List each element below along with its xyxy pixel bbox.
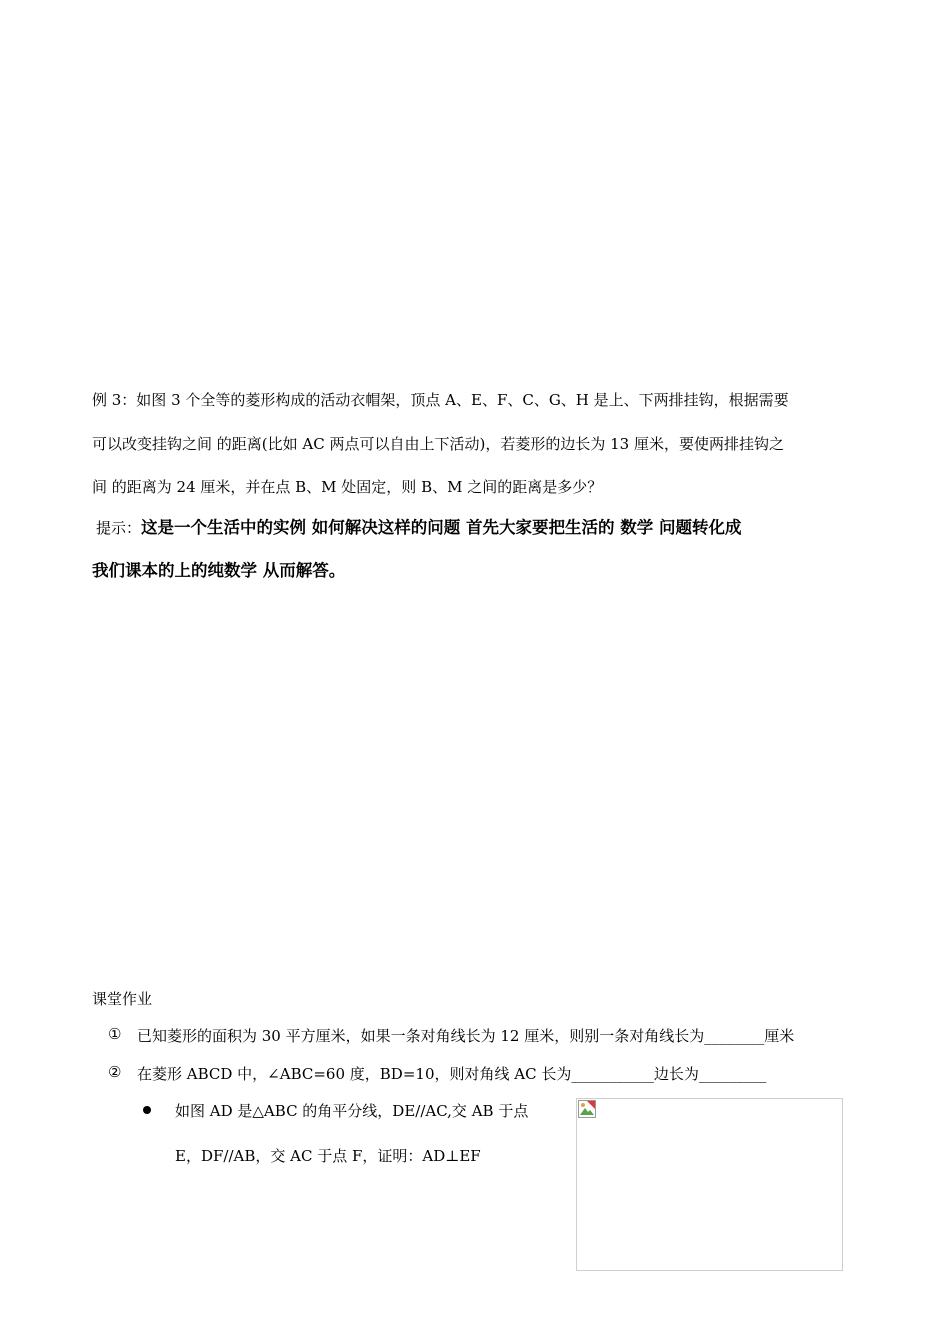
bullet-item-line-1: 如图 AD 是△ABC 的角平分线，DE//AC,交 AB 于点: [175, 1102, 529, 1120]
item-text-2: 在菱形 ABCD 中，∠ABC=60 度，BD=10，则对角线 AC 长为___________边长为_________: [137, 1065, 767, 1083]
hint-line-1: [96, 514, 742, 538]
bullet-icon: [143, 1106, 151, 1114]
classwork-title: 课堂作业: [92, 990, 153, 1008]
broken-image-icon: [578, 1100, 596, 1118]
hint-label: 提示：: [96, 519, 142, 537]
item-marker-2: ②: [108, 1063, 122, 1081]
example3-line-1: 例 3：如图 3 个全等的菱形构成的活动衣帽架，顶点 A、E、F、C、G、H 是上、下两排挂钩，根据需要: [92, 391, 789, 409]
bullet-item-line-2: E，DF//AB，交 AC 于点 F，证明：AD⊥EF: [175, 1147, 481, 1165]
hint-text-1: 这是一个生活中的实例 如何解决这样的问题 首先大家要把生活的 数学 问题转化成: [141, 518, 742, 537]
hint-line-2: 我们课本的上的纯数学 从而解答。: [92, 561, 346, 580]
item-marker-1: ①: [108, 1025, 122, 1043]
item-text-1: 已知菱形的面积为 30 平方厘米，如果一条对角线长为 12 厘米，则别一条对角线长为________厘米: [137, 1027, 795, 1045]
example3-line-2: 可以改变挂钩之间 的距离(比如 AC 两点可以自由上下活动)，若菱形的边长为 13 厘米，要使两排挂钩之: [92, 435, 784, 453]
figure-image-frame: [576, 1098, 843, 1271]
example3-line-3: 间 的距离为 24 厘米，并在点 B、M 处固定，则 B、M 之间的距离是多少？: [92, 478, 603, 496]
